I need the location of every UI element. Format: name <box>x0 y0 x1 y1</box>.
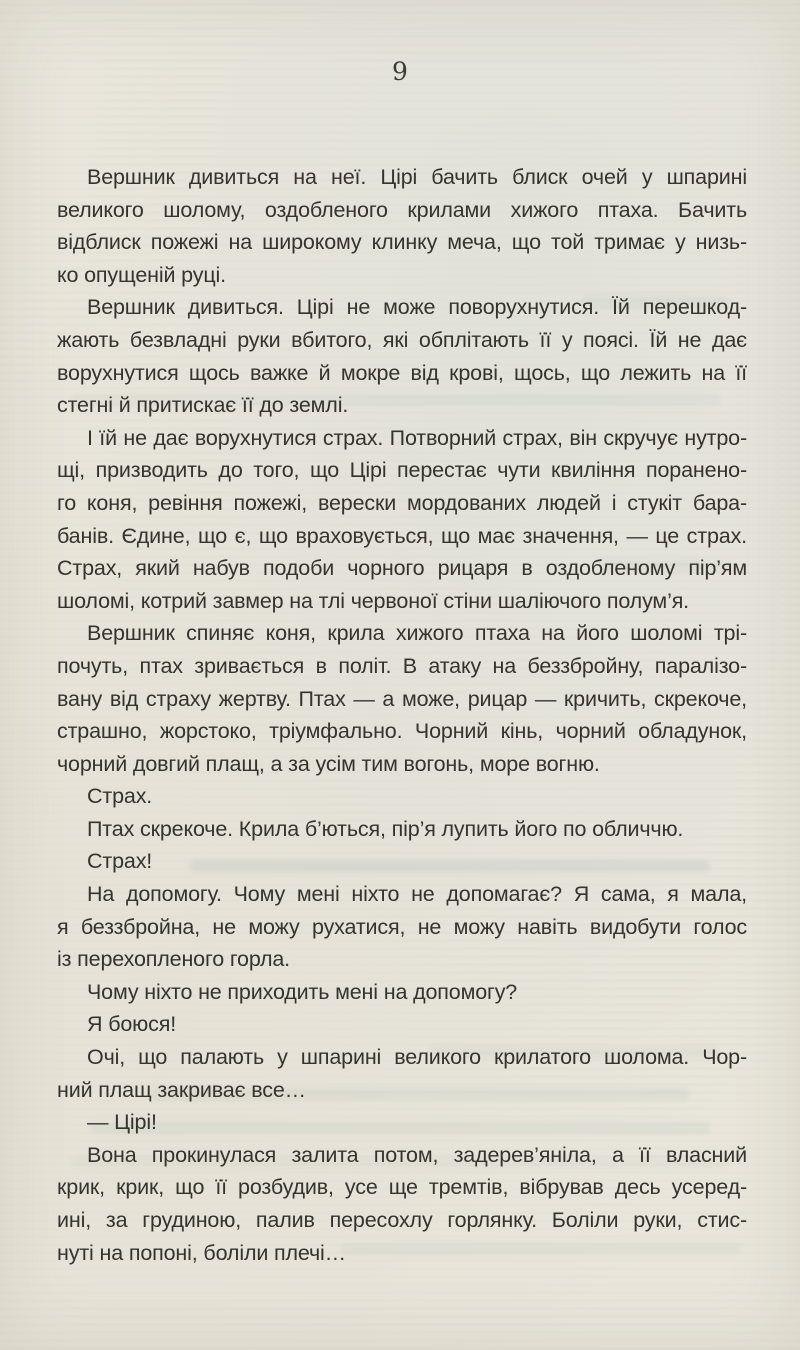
text-line: ко опущеній руці. <box>57 262 226 287</box>
text-line: Очі, що палають у шпарині великого крилатого шолома. Чор- <box>87 1045 747 1070</box>
text-line: банів. Єдине, що є, що враховується, що має значення, — це страх. <box>57 523 747 548</box>
text-line: відблиск пожежі на широкому клинку меча, що той тримає у низь- <box>57 230 747 255</box>
paragraph <box>57 780 747 813</box>
paragraph <box>57 161 747 291</box>
text-line: вану від страху жертву. Птах — а може, рицар — кричить, скрекоче, <box>57 686 747 711</box>
text-line: стегні й притискає її до землі. <box>57 393 349 418</box>
text-line: нуті на попоні, боліли плечі… <box>57 1240 347 1265</box>
paragraph <box>57 1041 747 1106</box>
text-line: Вона прокинулася залита потом, задерев’яніла, а її власний <box>87 1142 747 1167</box>
paragraph <box>57 813 747 846</box>
paragraph <box>57 878 747 976</box>
text-line: го коня, ревіння пожежі, верески мордованих людей і стукіт бара- <box>57 490 747 515</box>
text-line: Вершник дивиться. Цірі не може поворухнутися. Їй перешкод- <box>87 295 747 320</box>
paragraph <box>57 976 747 1009</box>
text-line: Страх, який набув подоби чорного рицаря в оздобленому пір’ям <box>57 556 747 581</box>
text-block <box>57 161 747 1269</box>
text-line: страшно, жорстоко, тріумфально. Чорний кінь, чорний обладунок, <box>57 719 747 744</box>
text-line: Птах скрекоче. Крила б’ються, пір’я лупить його по обличчю. <box>87 816 684 841</box>
text-line: — Цірі! <box>87 1110 157 1135</box>
text-line: І їй не дає ворухнутися страх. Потворний страх, він скручує нутро- <box>87 425 747 450</box>
text-line: Чому ніхто не приходить мені на допомогу? <box>87 979 518 1004</box>
text-line: великого шолому, оздобленого крилами хижого птаха. Бачить <box>57 197 747 222</box>
text-line: жають безвладні руки вбитого, які обплітають її у поясі. Їй не дає <box>57 327 747 352</box>
paragraph <box>57 422 747 618</box>
paragraph <box>57 1139 747 1269</box>
paragraph <box>57 617 747 780</box>
text-line: крик, крик, що її розбудив, усе ще тремтів, вібрував десь усеред- <box>57 1175 747 1200</box>
text-line: із перехопленого горла. <box>57 947 290 972</box>
text-line: Страх! <box>87 849 153 874</box>
text-line: Вершник спиняє коня, крила хижого птаха на його шоломі трі- <box>87 621 747 646</box>
page-number: 9 <box>392 57 408 86</box>
text-line: На допомогу. Чому мені ніхто не допомагає? Я сама, я мала, <box>87 882 747 907</box>
text-line: Я боюся! <box>87 1012 177 1037</box>
text-line: ині, за грудиною, палив пересохлу горлянку. Боліли руки, стис- <box>57 1208 747 1232</box>
paragraph <box>57 291 747 421</box>
text-line: ний плащ закриває все… <box>57 1077 307 1102</box>
text-line: щі, призводить до того, що Цірі перестає чути квиління поранено- <box>57 458 747 483</box>
text-line: шоломі, котрий завмер на тлі червоної стіни шаліючого полум’я. <box>57 588 690 613</box>
paragraph <box>57 1008 747 1041</box>
paragraph <box>57 1106 747 1139</box>
text-line: я беззбройна, не можу рухатися, не можу навіть видобути голос <box>57 914 747 939</box>
paragraph <box>57 845 747 878</box>
text-line: Вершник дивиться на неї. Цірі бачить блиск очей у шпарині <box>87 165 747 189</box>
text-line: чорний довгий плащ, а за усім тим вогонь, море вогню. <box>57 751 600 776</box>
text-line: почуть, птах зривається в політ. В атаку на беззбройну, паралізо- <box>57 653 747 678</box>
text-line: ворухнутися щось важке й мокре від крові, щось, що лежить на її <box>57 360 747 385</box>
text-line: Страх. <box>87 784 153 809</box>
